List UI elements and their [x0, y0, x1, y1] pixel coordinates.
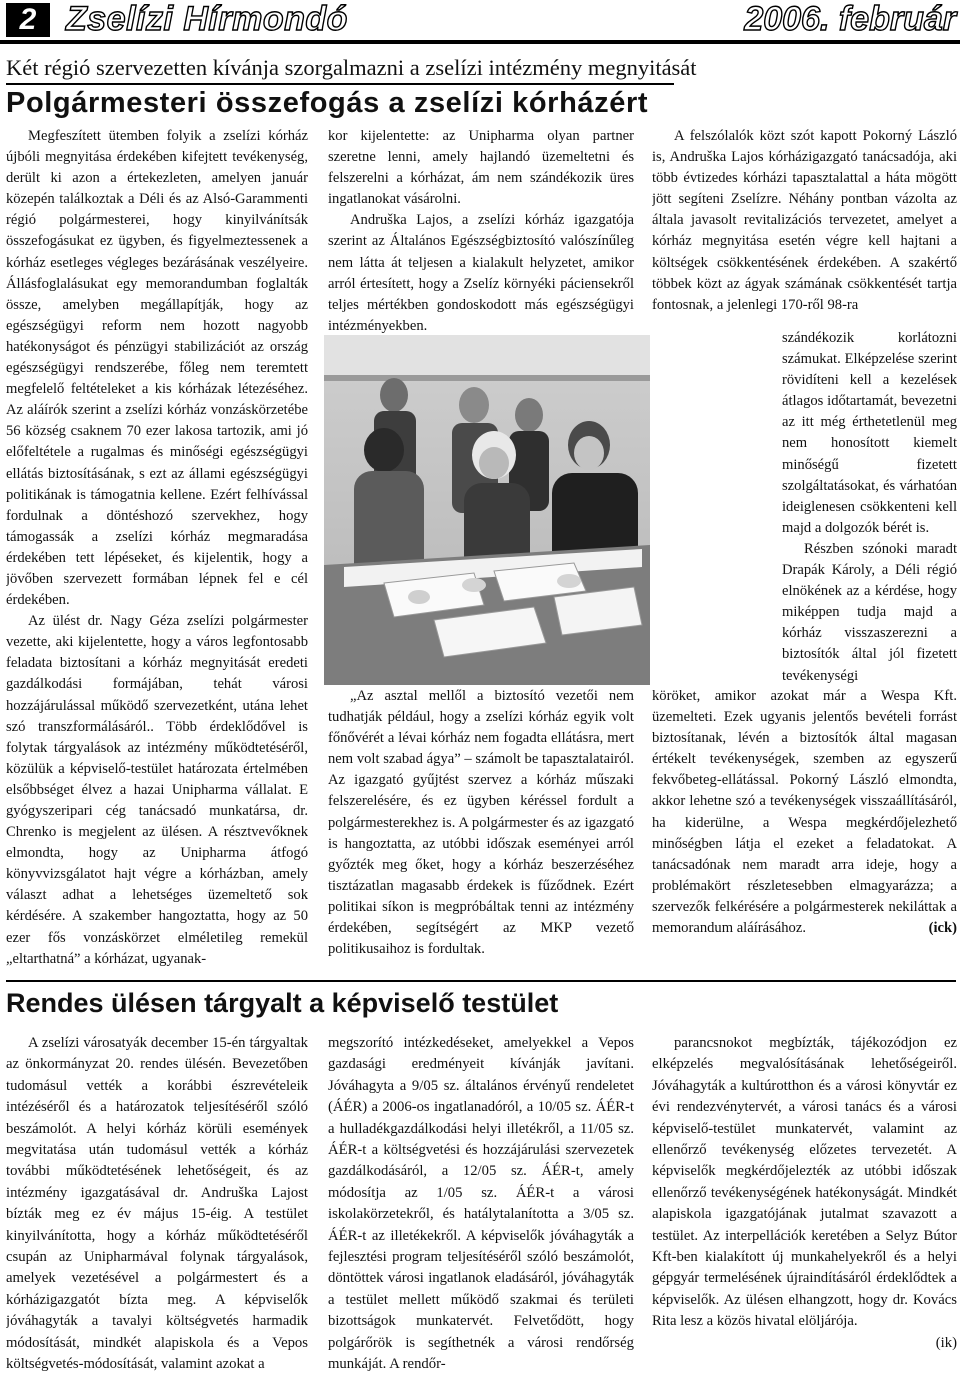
- article2-column-1: [6, 1033, 308, 1393]
- paragraph: Részben szónoki maradt Drapák Károly, a Déli régió elnökének az a kérdése, hogy miképpen tudja majd a kórház visszaszerezni a biztosítók által jól fizetett tevékenységi: [782, 540, 957, 684]
- article1-column-2-bottom: [328, 686, 634, 976]
- issue-date: 2006. február: [744, 0, 956, 38]
- author-signature: (ik): [935, 1334, 957, 1351]
- paragraph: kor kijelentette: az Unipharma olyan partner szeretne lenni, amely hajlandó üzemeltetni és felszerelni a kórházat, ám nem szándékozik üres ingatlanokat vásárolni.: [328, 128, 634, 208]
- article1-column-3-beside-photo: [782, 328, 957, 688]
- kicker-rule: [6, 83, 674, 85]
- article-kicker: Két régió szervezetten kívánja szorgalmazni a zselízi intézmény megnyitását: [6, 55, 697, 80]
- paragraph: szándékozik korlátozni számukat. Elképzelése szerint rövidíteni kell a kezelések átlagos időtartamát, bevezetni az itt még érthetetlenül meg nem honosított kiemelt minőségű fizetett szolgáltatásokat, és várhatóan ideiglenesen csökkenteni kell majd a dolgozók bérét is.: [782, 330, 957, 536]
- paragraph: „Az asztal mellől a biztosító vezetői nem tudhatják például, hogy a zselízi kórház egyik volt főnővérét a lévai kórház nem fogadta ellátásra, mert nem volt szabad ágya” – számolt be tapasztalatairól. Az igazgató gyűjtést szervez a kórház műszaki felszerelésére, és ez ügyben kéréssel fordult a polgármesterekhez is. A polgármester és az igazgató is hangoztatta, az utóbbi időszak eseményei arról győzték meg őket, hogy a kórház beszerzéséhez tisztázatlan magasabb érdekek is fűződnek. Ezért politikai síkon is megpróbáltak tenni az intézmény érdekében, segítségért az MKP vezető politikusaihoz is fordultak.: [328, 688, 634, 958]
- article1-column-3-top: [652, 126, 957, 338]
- article1-column-2-top: [328, 126, 634, 336]
- masthead-rule: [0, 40, 960, 44]
- paragraph: Andruška Lajos, a zselízi kórház igazgatója szerint az Általános Egészségbiztosító valószínűleg nem látta át teljesen a kialakult helyzetet, amikor arról értesített, hogy a Zselíz környéki páciensekről teljes mértékben gondoskodott más egészségügyi intézményekben.: [328, 212, 634, 334]
- article2-column-3: [652, 1033, 957, 1393]
- article1-column-1: [6, 126, 308, 971]
- paragraph: A felszólalók közt szót kapott Pokorný László is, Andruška Lajos kórházigazgató tanácsadója, aki több évtizedes kórházi tapasztalattal a háta mögött jött segíteni Zselízre. Néhány pontban vázolta az általa javasolt revitalizációs tervezetet, amelyet a kórház megnyitása esetén végre kell hajtani a költségek csökkentésének érdekében. A szakértő többek közt az ágyak számának csökkentését tartja fontosnak, a jelenlegi 170-ről 98-ra: [652, 128, 957, 313]
- author-signature: (ick): [928, 920, 957, 937]
- paragraph: [652, 686, 957, 939]
- article2-headline: Rendes ülésen tárgyalt a képviselő testület: [6, 988, 559, 1018]
- page-number: 2: [6, 3, 50, 37]
- paragraph: A zselízi városatyák december 15-én tárgyaltak az önkormányzat 20. rendes ülésén. Bevezetőben tudomásul vették a korábbi észrevételeik intézéséről és a határozatok teljesítéséről szóló beszámolót. A helyi kórház körüli események megvitatása után tudomásul vették a kórház további működtetésének lehetőségeit, és az intézmény igazgatásával dr. Andruška Lajost bízták meg ez év május 15-éig. A testület kinyilvánította, hogy a kórház működtetéséről csupán az Unipharmával folynak tárgyalások, amelyek vezetésével a polgármestert és a kórházigazgatót bízta meg. A képviselők jóváhagyták a tavalyi költségvetés harmadik módosítását, mindkét alapiskola és a Vepos költségvetés-módosítását, valamint azokat a: [6, 1035, 308, 1373]
- article2-column-2: [328, 1033, 634, 1393]
- paragraph: Megfeszített ütemben folyik a zselízi kórház újbóli megnyitása érdekében kifejtett tevékenység, derült ki azon a értekezleten, amelyen január közepén találkoztak a Déli és az Alsó-Garammenti régió polgármesterei, hogy kinyilvánítsák összefogásukat ez ügyben, és figyelmeztessenek a kórház esetleges végleges bezárásának veszélyeire. Állásfoglalásukat egy memorandumban foglalták össze, amelyben megállapítják, hogy az egészségügyi reform nem hozott nagyobb hatékonyságot és pénzügyi stabilizációt az ország egészségügyi rendszerébe, főleg nem teremtett megfelelő feltételeket a kis kórházak létezéséhez. Az aláírók szerint a zselízi kórház vonzáskörzetébe 56 község csaknem 70 ezer lakosa tartozik, ami jó előfeltétele a rugalmas és minőségi egészségügyi ellátás biztosításának, s ezt az állami egészségügyi politikának is támogatnia kellene. Ezért felhívással fordulnak a döntéshozó szervekhez, hogy támogassák a zselízi kórház megmaradása érdekében tett lépéseket, és kijelentik, hogy a jövőben szervezett formában lépnek fel e cél érdekében.: [6, 128, 308, 609]
- paragraph: Az ülést dr. Nagy Géza zselízi polgármester vezette, aki kijelentette, hogy a város legfontosabb feladata biztosítani a kórház megnyitását eredeti gazdálkodási formájában, tehát városi hozzájárulással működő szervezetként, utána lehet szó transzformálásáról.. Több érdeklődővel is folytak tárgyalások az intézmény működtetéséről, közülük a képviselő-testület határozata értelmében elsőbbséget élvez a hazai Unipharma vállalat. E gyógyszeripari cég tanácsadó munkatársa, dr. Chrenko is megjelent az ülésen. A résztvevőknek elmondta, hogy az Unipharma átfogó könyvvizsgálatot hajt végre a kórházban, amely választ adhat a lehetséges üzemeltető sok kérdésére. A szakember hangoztatta, hogy az 50 ezer fős vonzáskörzet elméletileg remekül „eltarthatná” a kórházat, ugyanak-: [6, 613, 308, 967]
- article-divider: [6, 980, 956, 982]
- paragraph-text: köröket, amikor azokat már a Wespa Kft. üzemelteti. Ezek ugyanis jelentős bevételi forrást biztosítanak, lévén a biztosítók által magasan értékelt tevékenységek, szemben az egyszerű fekvőbeteg-ellátással. Pokorný László elmondta, akkor lehetne szó a tevékenységek visszaállításáról, ha kiderülne, a Wespa megkérdőjelezhető minőségben látja el ezeket a feladatokat. A tanácsadónak nem maradt arra ideje, hogy a problémakört részletesebben elmagyarázza; a szervezők felkérésére a polgármesterek nekiláttak a memorandum aláírásához.: [652, 688, 957, 937]
- paragraph: parancsnokot megbízták, tájékozódjon ez elképzelés megvalósításának lehetőségeiről. Jóváhagyták a kultúrotthon és a városi könyvtár ez évi rendezvénytervét, a városi tanács és a városi képviselő-testület munkatervét, valamint az ellenőrző tevékenység előzetes tervezetét. A képviselők megkérdőjelezték az utóbbi időszak ellenőrző tevékenységének hatékonyságát. Mindkét alapiskola igazgatójának jutalmat szavazott a testület. Az interpellációk keretében a Selyz Bútor Kft-ben kialakított új munkahelyekről és a helyi gépgyár termelésének újraindításáról érdeklődtek a képviselők. Az ülésen elhangzott, hogy dr. Kovács Rita lesz a közös hivatal elöljárója.: [652, 1035, 957, 1330]
- masthead: [0, 0, 960, 44]
- meeting-photo: [324, 335, 650, 685]
- paragraph: megszorító intézkedéseket, amelyekkel a Vepos gazdasági eredményeit kívánják javítani. Jóváhagyta a 9/05 sz. általános érvényű rendeletet (ÁÉR) a 2006-os ingatlanadóról, a 10/05 sz. ÁÉR-t a hulladékgazdálkodási helyi illetékről, a 11/05 sz. ÁÉR-t a költségvetési és hozzájárulási szervezetek gazdálkodásáról, a 12/05 sz. ÁÉR-t, amely módosítja az 1/05 sz. ÁÉR-t a városi iskolakörzetekről, és hatálytalanította a 3/05 sz. ÁÉR-t az illetékekről. A képviselők jóváhagyták a fejlesztési program teljesítéséről szóló beszámolót, döntöttek városi ingatlanok eladásáról, jóváhagyták a testület mellett működő szakmai és területi bizottságok munkatervét. Felvetődött, hogy polgárőrök is segíthetnék a városi rendőrség munkáját. A rendőr-: [328, 1035, 634, 1373]
- publication-name: Zselízi Hírmondó: [66, 0, 348, 38]
- article-headline: Polgármesteri összefogás a zselízi kórházért: [6, 87, 649, 119]
- article1-column-3-bottom: [652, 686, 957, 946]
